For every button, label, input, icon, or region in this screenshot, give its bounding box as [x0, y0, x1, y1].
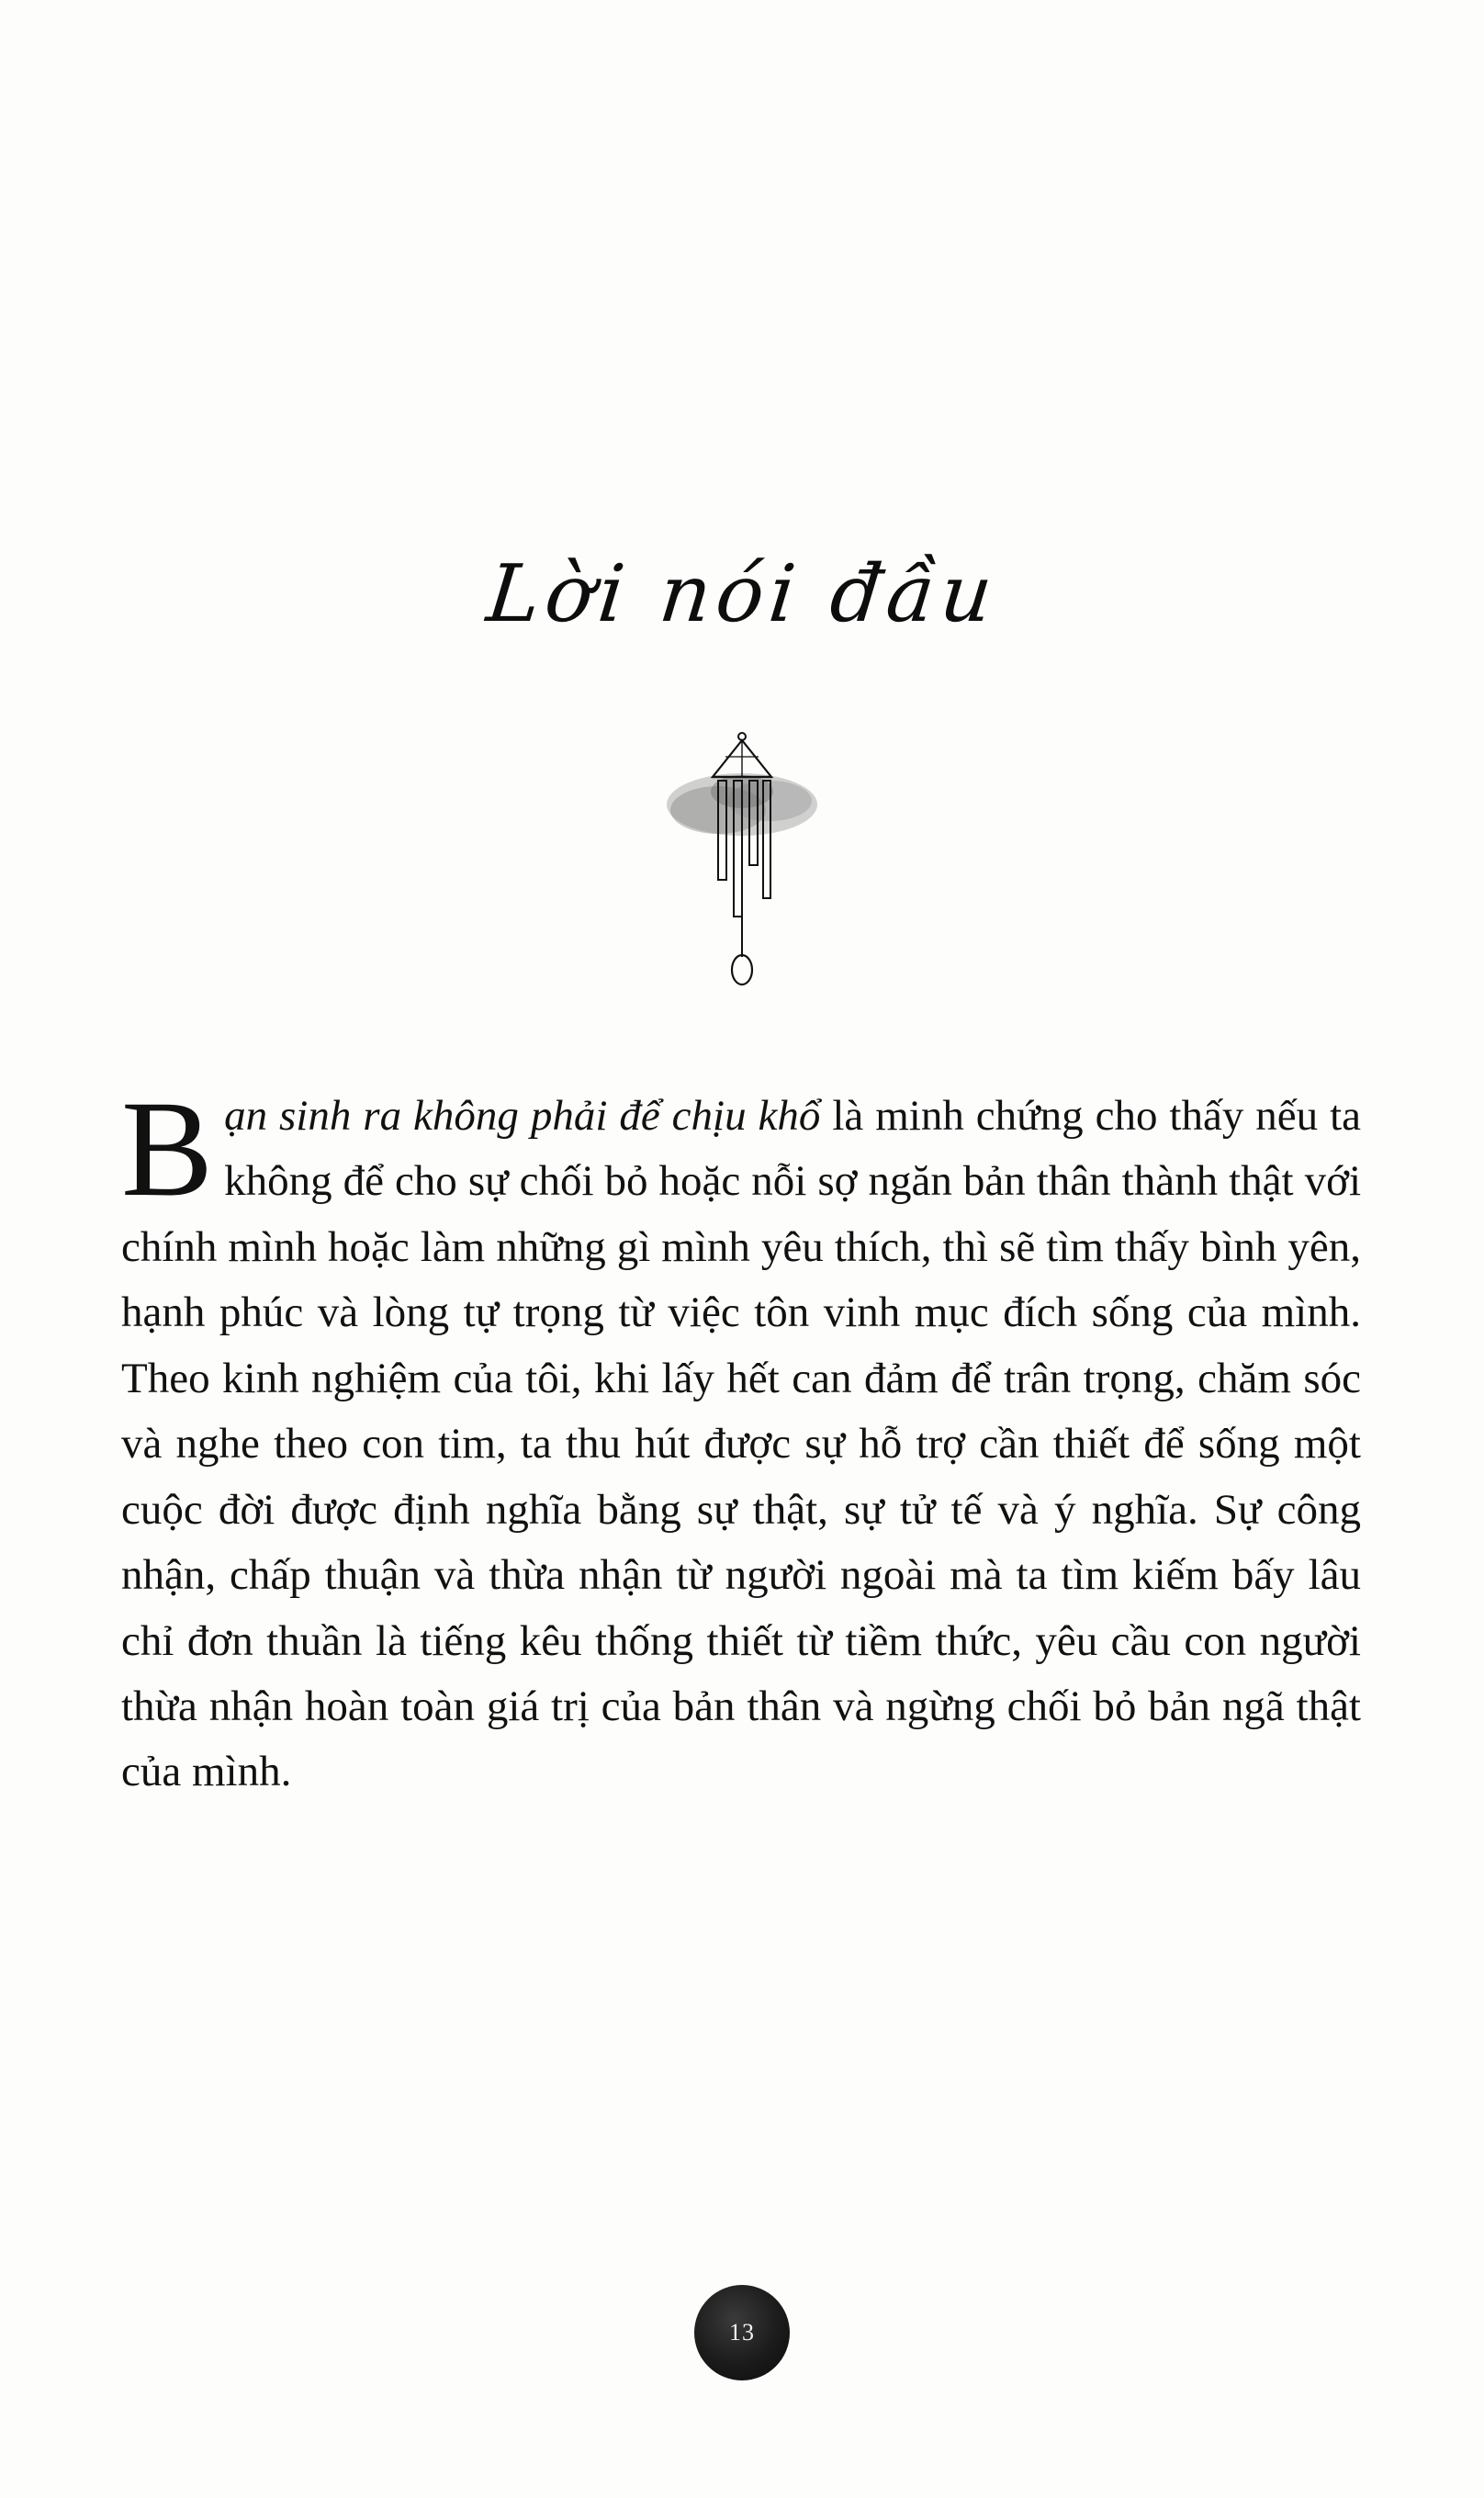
- page-number-medallion: [694, 2285, 790, 2380]
- wind-chime-ink-illustration: [641, 716, 843, 1010]
- page-title: Lời nói đầu: [482, 548, 1002, 640]
- page-title-container: [0, 548, 1484, 640]
- lead-italic-phrase: ạn sinh ra không phải để chịu khổ: [224, 1092, 821, 1140]
- drop-cap: B: [121, 1073, 214, 1225]
- body-rest: là minh chứng cho thấy nếu ta không để cho sự chối bỏ hoặc nỗi sợ ngăn bản thân thành thật với chính mình hoặc làm những gì mình yêu thích, thì sẽ tìm thấy bình yên, hạnh phúc và lòng tự trọng từ việc tôn vinh mục đích sống của mình. Theo kinh nghiệm của tôi, khi lấy hết can đảm để trân trọng, chăm sóc và nghe theo con tim, ta thu hút được sự hỗ trợ cần thiết để sống một cuộc đời được định nghĩa bằng sự thật, sự tử tế và ý nghĩa. Sự công nhận, chấp thuận và thừa nhận từ người ngoài mà ta tìm kiếm bấy lâu chỉ đơn thuần là tiếng kêu thống thiết từ tiềm thức, yêu cầu con người thừa nhận hoàn toàn giá trị của bản thân và ngừng chối bỏ bản ngã thật của mình.: [121, 1092, 1361, 1796]
- page-number: 13: [729, 2319, 755, 2346]
- body-paragraph: [121, 1073, 1361, 1806]
